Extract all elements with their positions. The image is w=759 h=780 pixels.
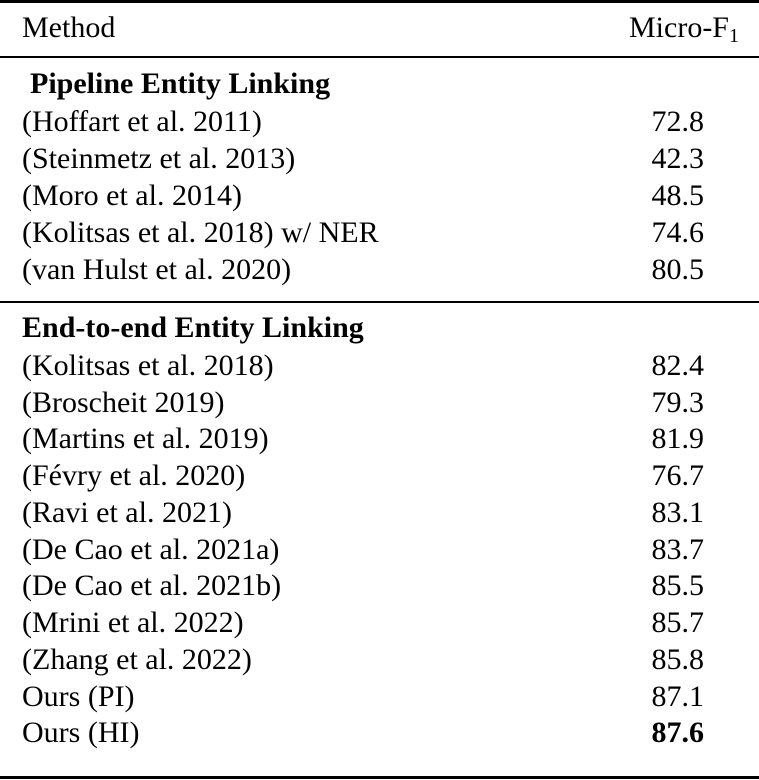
- table-row: [0, 348, 759, 384]
- method-cell: (van Hulst et al. 2020): [22, 253, 292, 286]
- table-row: [0, 605, 759, 641]
- header-micro-f1: [629, 10, 739, 46]
- method-cell: (Mrini et al. 2022): [22, 606, 244, 639]
- table-row: [0, 215, 759, 251]
- table-row: [0, 568, 759, 604]
- header-method: Method: [22, 11, 116, 44]
- score-cell: 87.1: [651, 680, 704, 713]
- table-row: [0, 458, 759, 494]
- score-cell: 83.1: [651, 496, 704, 529]
- method-cell: (Broscheit 2019): [22, 386, 225, 419]
- table-row: [0, 252, 759, 288]
- method-cell: (Martins et al. 2019): [22, 422, 269, 455]
- table-row: [0, 178, 759, 214]
- method-cell: Ours (HI): [22, 716, 140, 749]
- score-cell: 82.4: [651, 349, 704, 382]
- method-cell: (Steinmetz et al. 2013): [22, 142, 296, 175]
- section-title-end-to-end: End-to-end Entity Linking: [22, 311, 364, 344]
- best-score-cell: 87.6: [651, 716, 704, 749]
- score-cell: 42.3: [651, 142, 704, 175]
- section-divider-rule: [0, 301, 759, 303]
- table-row: [0, 679, 759, 715]
- score-cell: 83.7: [651, 533, 704, 566]
- score-cell: 74.6: [651, 216, 704, 249]
- score-cell: 81.9: [651, 422, 704, 455]
- score-cell: 85.8: [651, 643, 704, 676]
- method-cell: (Ravi et al. 2021): [22, 496, 232, 529]
- header-micro-f1-subscript: 1: [729, 25, 739, 47]
- header-micro-f1-label: Micro-F: [629, 11, 729, 44]
- table-row: [0, 532, 759, 568]
- method-cell: (De Cao et al. 2021a): [22, 533, 280, 566]
- header-rule: [0, 56, 759, 58]
- table-header-row: [0, 10, 759, 46]
- section-title-row: [0, 66, 759, 102]
- top-rule: [0, 0, 759, 3]
- score-cell: 80.5: [651, 253, 704, 286]
- bottom-rule: [0, 776, 759, 779]
- method-cell: (Kolitsas et al. 2018) w/ NER: [22, 216, 379, 249]
- method-cell: (Hoffart et al. 2011): [22, 105, 262, 138]
- method-cell: (Zhang et al. 2022): [22, 643, 252, 676]
- table-row: [0, 141, 759, 177]
- table-row: [0, 642, 759, 678]
- table-row: [0, 104, 759, 140]
- method-cell: (Moro et al. 2014): [22, 179, 242, 212]
- score-cell: 85.7: [651, 606, 704, 639]
- method-cell: (Kolitsas et al. 2018): [22, 349, 274, 382]
- score-cell: 85.5: [651, 569, 704, 602]
- score-cell: 79.3: [651, 386, 704, 419]
- method-cell: (De Cao et al. 2021b): [22, 569, 282, 602]
- method-cell: Ours (PI): [22, 680, 135, 713]
- section-title-row: [0, 310, 759, 346]
- score-cell: 72.8: [651, 105, 704, 138]
- score-cell: 48.5: [651, 179, 704, 212]
- section-title-pipeline: Pipeline Entity Linking: [30, 67, 331, 100]
- method-cell: (Févry et al. 2020): [22, 459, 246, 492]
- table-row: [0, 385, 759, 421]
- table-row: [0, 495, 759, 531]
- table-row-best: [0, 715, 759, 751]
- table-row: [0, 421, 759, 457]
- score-cell: 76.7: [651, 459, 704, 492]
